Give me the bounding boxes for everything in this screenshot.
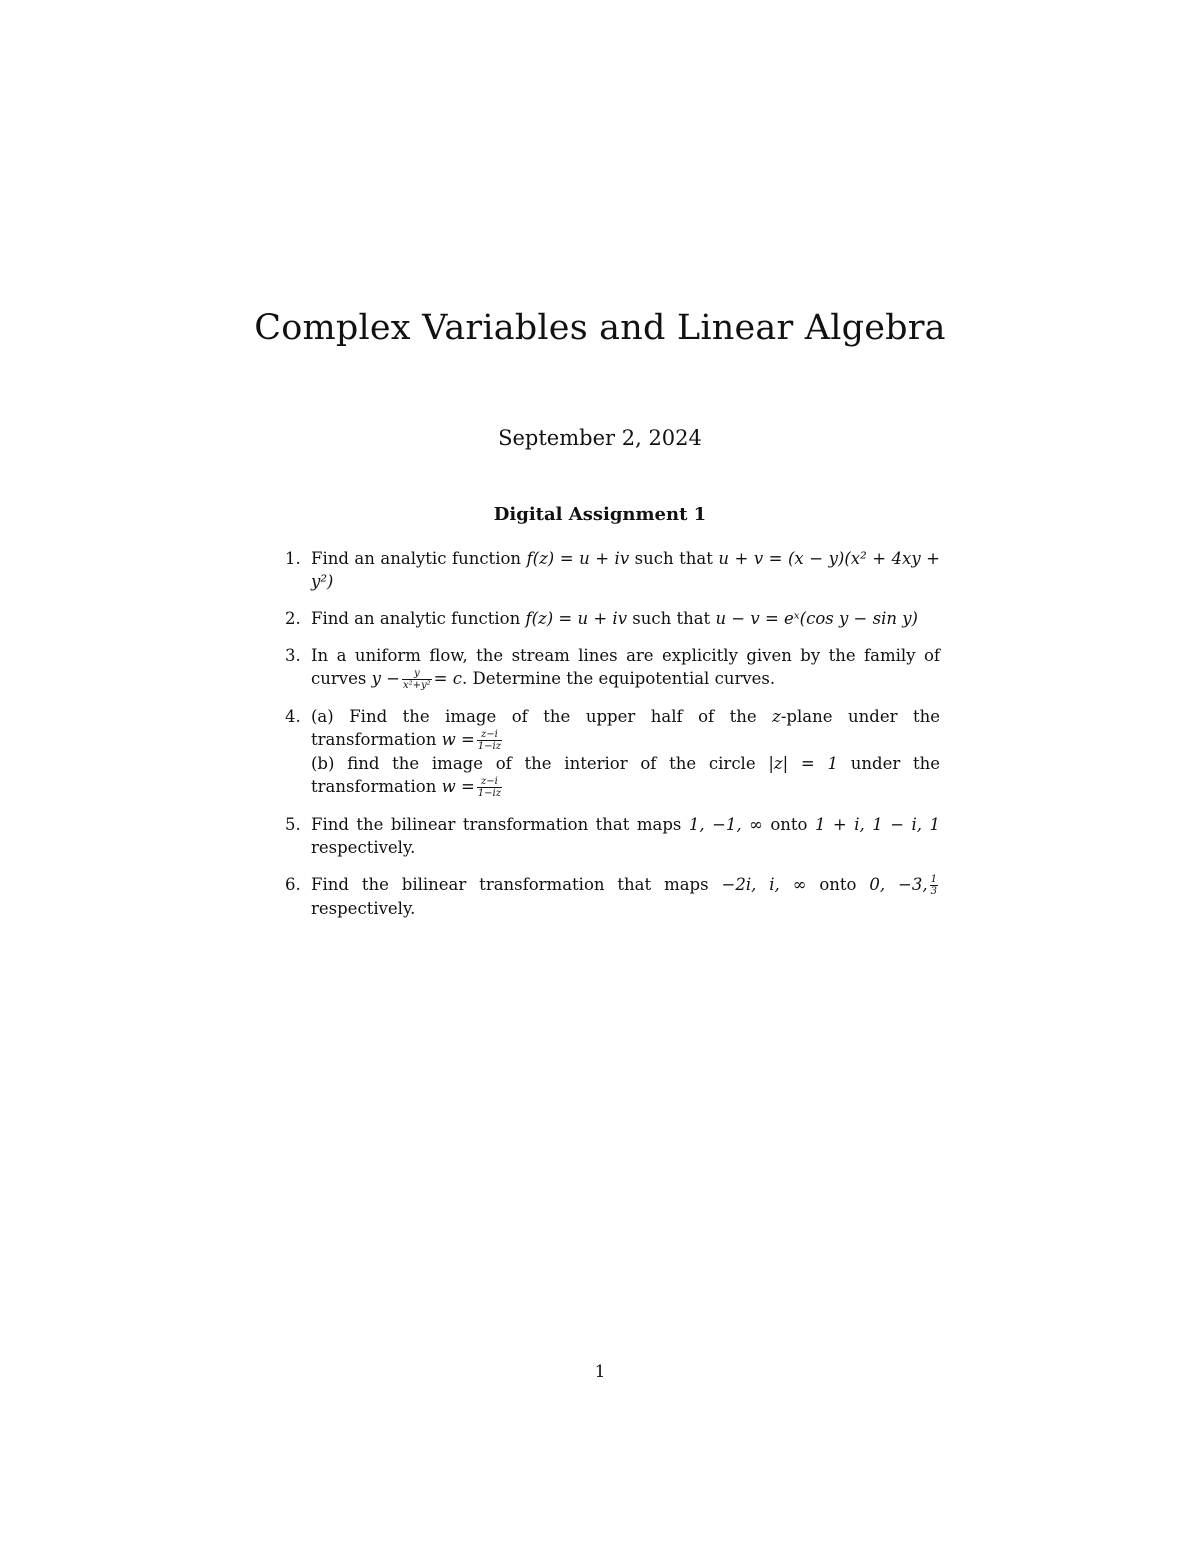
question-text: (a) Find the image of the upper half of the xyxy=(311,707,773,726)
question-text: -plane under the transformation xyxy=(311,707,941,749)
page-number: 1 xyxy=(594,1362,606,1382)
math-expression: f(z) = u + iv xyxy=(526,549,630,568)
question-text: such that xyxy=(629,549,719,568)
question-number: 6. xyxy=(285,875,301,894)
question-text: respectively. xyxy=(311,899,416,918)
math-expression: w = xyxy=(441,777,475,796)
question-text: Find the bilinear transformation that maps xyxy=(311,875,722,894)
question-text: Find an analytic function xyxy=(311,609,526,628)
math-expression: = c xyxy=(433,669,462,688)
math-expression: −2i, i, ∞ xyxy=(721,875,807,894)
math-expression: u − v = eˣ(cos y − sin y) xyxy=(715,609,918,628)
question-number: 4. xyxy=(285,707,301,726)
question-text: onto xyxy=(762,815,815,834)
question-5 xyxy=(285,813,940,859)
fraction-denominator: 1−iz xyxy=(477,741,501,752)
question-list xyxy=(285,547,940,934)
question-text: such that xyxy=(627,609,716,628)
question-text: In a uniform flow, the stream lines are explicitly given by the family of curves xyxy=(311,646,940,688)
fraction xyxy=(402,668,432,691)
math-variable: z xyxy=(772,707,781,726)
question-number: 1. xyxy=(285,549,301,568)
math-expression: |z| = 1 xyxy=(768,754,838,773)
question-text: Find an analytic function xyxy=(311,549,527,568)
assignment-heading: Digital Assignment 1 xyxy=(493,504,707,525)
math-expression: y − xyxy=(371,669,400,688)
fraction-denominator: x²+y² xyxy=(402,680,431,691)
question-text: under the transformation xyxy=(311,754,940,796)
document-date: September 2, 2024 xyxy=(498,426,702,450)
fraction xyxy=(930,874,938,897)
fraction-numerator: y xyxy=(402,668,432,680)
fraction-denominator: 1−iz xyxy=(477,788,501,799)
fraction-denominator: 3 xyxy=(930,886,937,897)
question-number: 5. xyxy=(285,815,301,834)
question-text: (b) find the image of the interior of the circle xyxy=(311,754,769,773)
question-text: respectively. xyxy=(311,838,416,857)
question-text: Find the bilinear transformation that maps xyxy=(311,815,689,834)
question-2 xyxy=(285,607,940,630)
math-expression: f(z) = u + iv xyxy=(525,609,628,628)
math-expression: 1, −1, ∞ xyxy=(688,815,763,834)
fraction xyxy=(477,776,502,799)
question-number: 3. xyxy=(285,646,301,665)
fraction-numerator: z−i xyxy=(477,776,502,788)
question-6 xyxy=(285,873,940,920)
document-title: Complex Variables and Linear Algebra xyxy=(254,308,946,348)
question-3 xyxy=(285,644,940,691)
question-1 xyxy=(285,547,940,593)
question-text: . Determine the equipotential curves. xyxy=(461,669,776,688)
fraction-numerator: 1 xyxy=(930,874,937,885)
question-4 xyxy=(285,705,940,799)
math-expression: u + v = (x − y)(x² + 4xy + y²) xyxy=(311,549,941,591)
question-number: 2. xyxy=(285,609,301,628)
fraction-numerator: z−i xyxy=(477,729,502,741)
question-text: onto xyxy=(806,875,870,894)
math-expression: w = xyxy=(441,730,475,749)
math-expression: 1 + i, 1 − i, 1 xyxy=(814,815,940,834)
fraction xyxy=(477,729,502,752)
math-expression: 0, −3, xyxy=(869,875,928,894)
